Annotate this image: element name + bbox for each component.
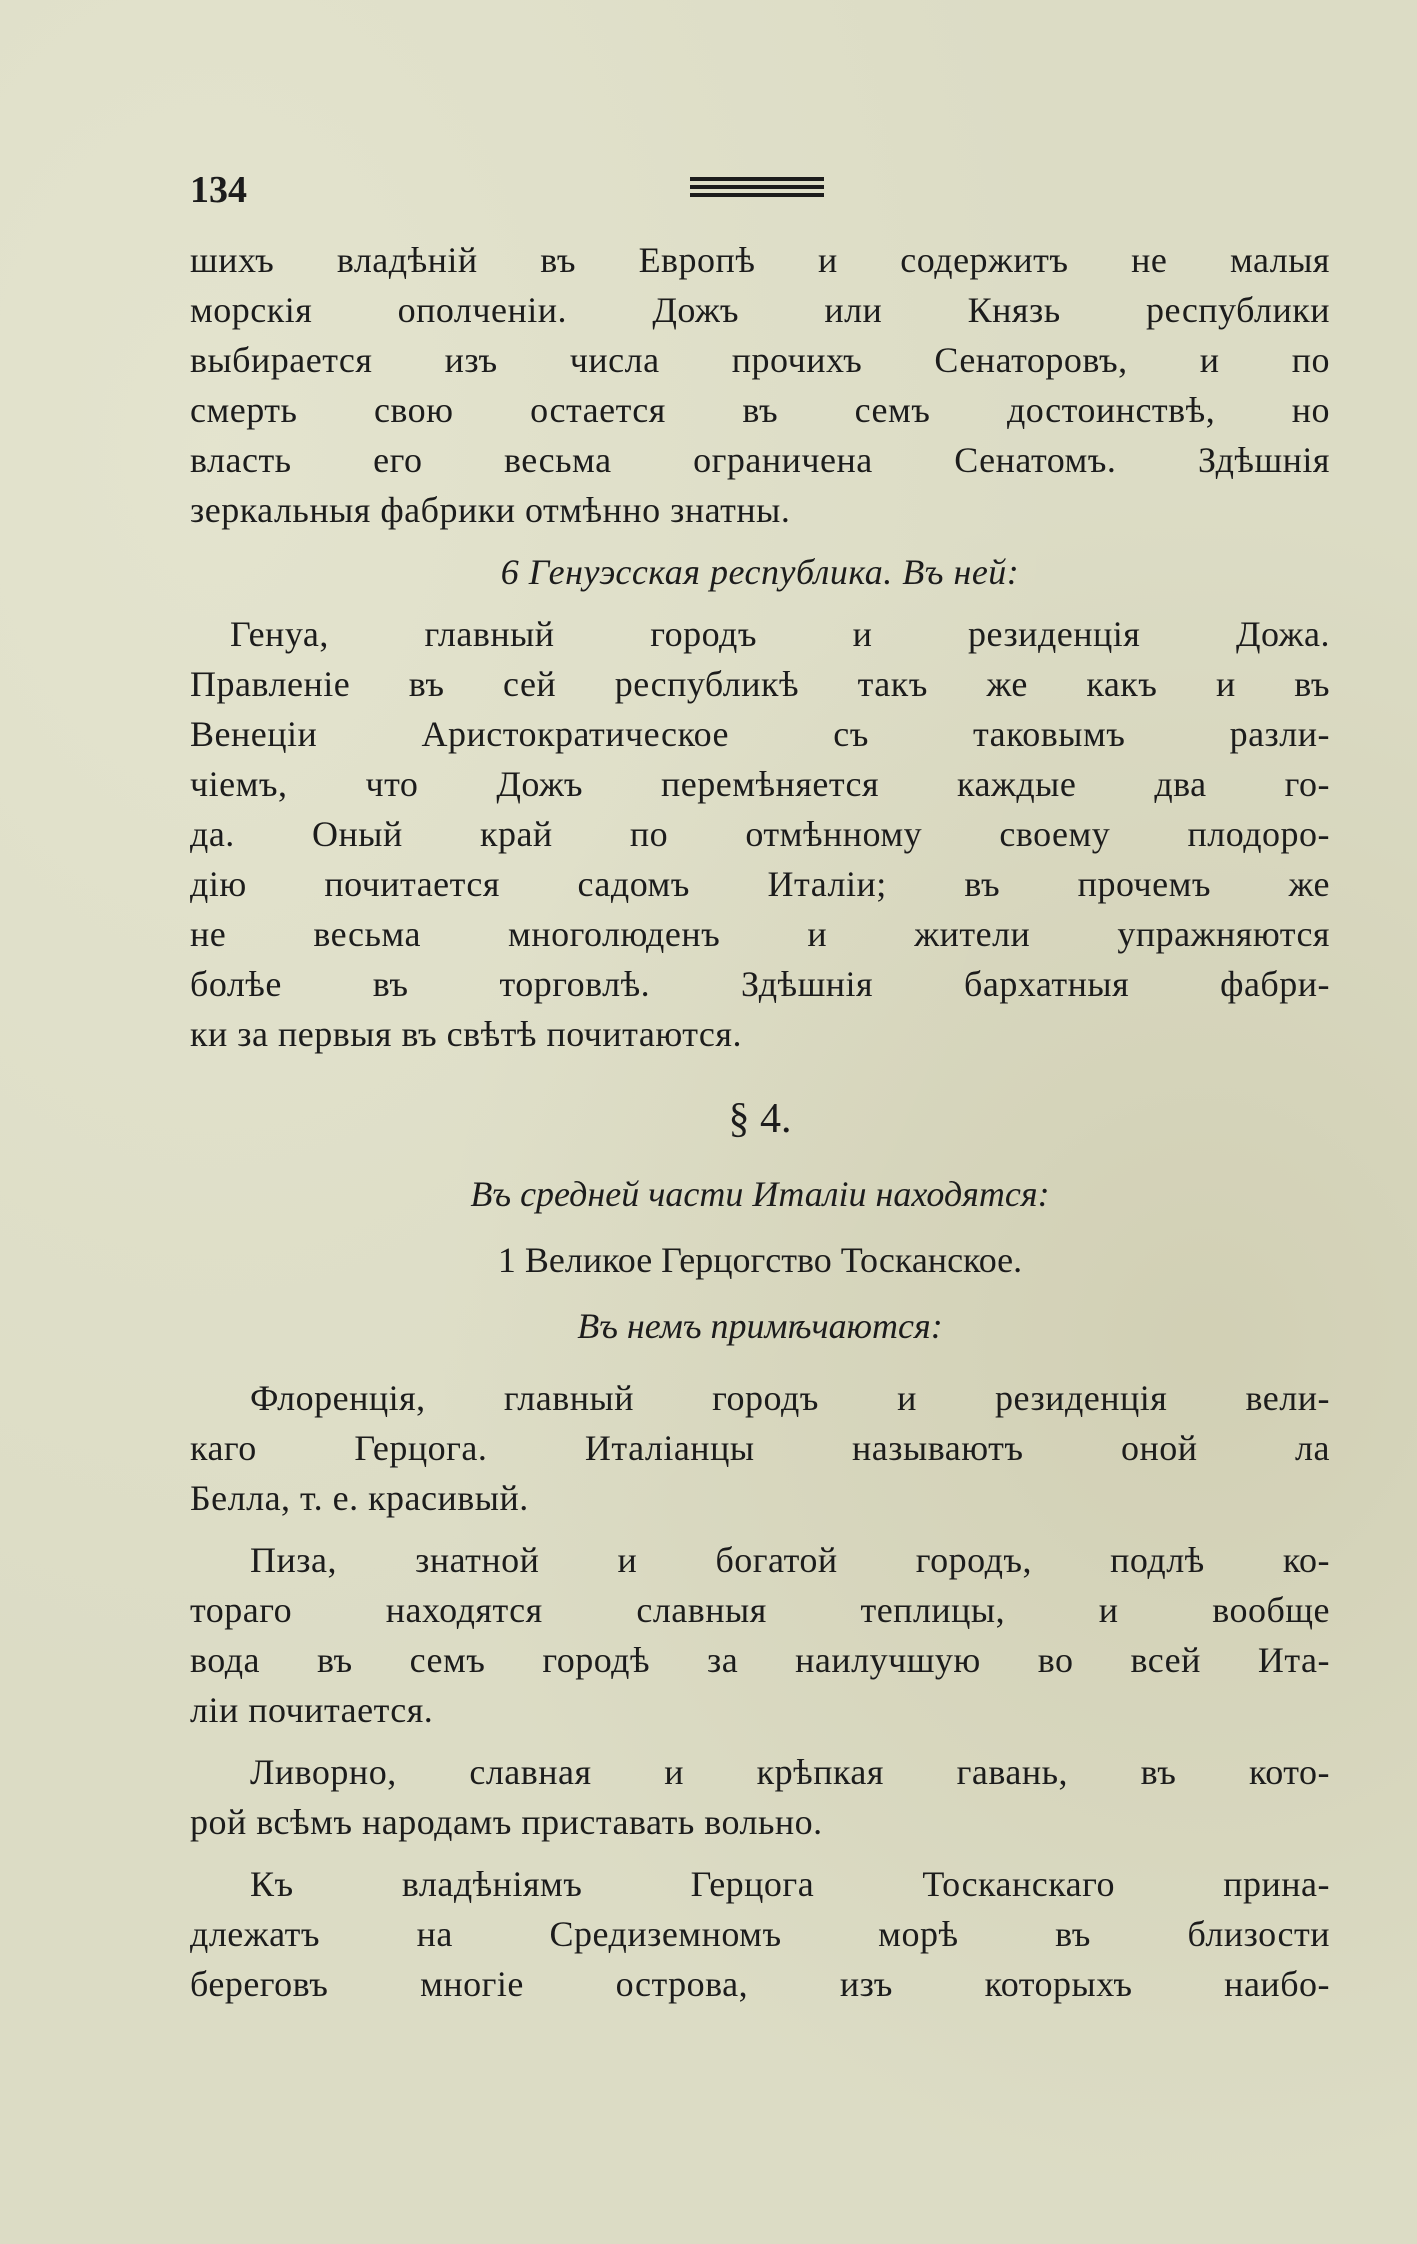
- text-line: шихъ владѣній въ Европѣ и содержитъ не малыя: [190, 240, 1330, 280]
- text-line: Ливорно, славная и крѣпкая гавань, въ кото-: [250, 1752, 1330, 1792]
- text-line: Флоренція, главный городъ и резиденція вели-: [250, 1378, 1330, 1418]
- page-number: 134: [190, 169, 247, 211]
- page-header: [190, 165, 1330, 215]
- text-line: береговъ многіе острова, изъ которыхъ наибо-: [190, 1964, 1330, 2004]
- text-line: смерть свою остается въ семъ достоинствѣ, но: [190, 390, 1330, 430]
- subsection-heading: 6 Генуэсская республика. Въ ней:: [500, 552, 1020, 592]
- text-line: зеркальныя фабрики отмѣнно знатны.: [190, 490, 791, 530]
- section-number: § 4.: [728, 1096, 792, 1142]
- text-line: Венеціи Аристократическое съ таковымъ разли-: [190, 714, 1330, 754]
- text-line: длежатъ на Средиземномъ морѣ въ близости: [190, 1914, 1330, 1954]
- text-line: Белла, т. е. красивый.: [190, 1478, 529, 1518]
- text-line: Къ владѣніямъ Герцога Тосканскаго прина-: [250, 1864, 1330, 1904]
- text-line: власть его весьма ограничена Сенатомъ. Здѣшнія: [190, 440, 1330, 480]
- text-line: рой всѣмъ народамъ приставать вольно.: [190, 1802, 823, 1842]
- section-heading: Въ средней части Италіи находятся:: [470, 1174, 1050, 1214]
- text-line: ліи почитается.: [190, 1690, 434, 1730]
- text-line: ки за первыя въ свѣтѣ почитаются.: [190, 1014, 742, 1054]
- subsection-heading: Въ немъ примѣчаются:: [577, 1306, 943, 1346]
- subsection-heading: 1 Великое Герцогство Тосканское.: [497, 1240, 1023, 1280]
- text-line: не весьма многолюденъ и жители упражняются: [190, 914, 1330, 954]
- text-line: да. Оный край по отмѣнному своему плодоро-: [190, 814, 1330, 854]
- text-line: Пиза, знатной и богатой городъ, подлѣ ко-: [250, 1540, 1330, 1580]
- text-line: дію почитается садомъ Италіи; въ прочемъ же: [190, 864, 1330, 904]
- text-line: каго Герцога. Италіанцы называютъ оной ла: [190, 1428, 1330, 1468]
- page-text: [190, 235, 1330, 2009]
- text-line: Правленіе въ сей республикѣ такъ же какъ и въ: [190, 664, 1330, 704]
- text-line: вода въ семъ городѣ за наилучшую во всей Ита-: [190, 1640, 1330, 1680]
- text-line: Генуа, главный городъ и резиденція Дожа.: [230, 614, 1330, 654]
- text-line: выбирается изъ числа прочихъ Сенаторовъ, и по: [190, 340, 1330, 380]
- text-line: тораго находятся славныя теплицы, и вообще: [190, 1590, 1330, 1630]
- header-rule: [690, 177, 824, 199]
- text-line: болѣе въ торговлѣ. Здѣшнія бархатныя фабри-: [190, 964, 1330, 1004]
- text-line: морскія ополченіи. Дожъ или Князь республики: [190, 290, 1330, 330]
- text-line: чіемъ, что Дожъ перемѣняется каждые два го-: [190, 764, 1330, 804]
